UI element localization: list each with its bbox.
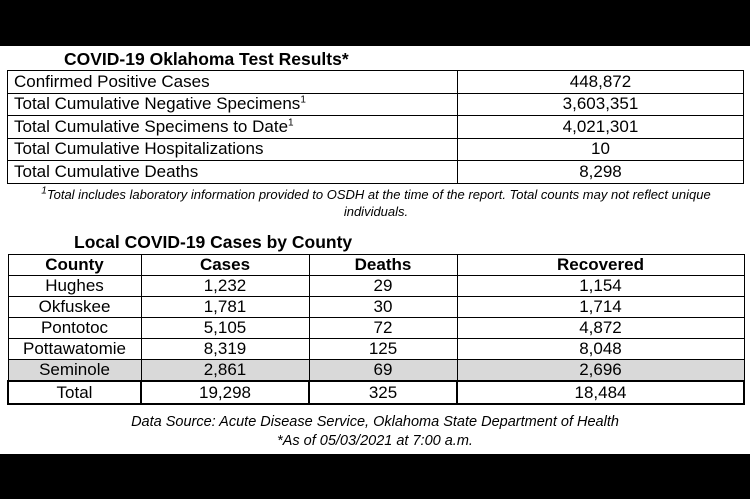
cases-cell: 2,861 xyxy=(141,360,309,382)
table-row xyxy=(8,339,744,360)
deaths-cell: 69 xyxy=(309,360,457,382)
county-cell: Pottawatomie xyxy=(8,339,141,360)
county-cell: Hughes xyxy=(8,276,141,297)
source-line: Data Source: Acute Disease Service, Oklahoma State Department of Health xyxy=(131,414,619,430)
row-label: Total Cumulative Deaths xyxy=(8,161,458,184)
table-row xyxy=(8,318,744,339)
table-row xyxy=(8,71,744,94)
footnote-marker: 1 xyxy=(288,117,294,129)
row-value: 4,021,301 xyxy=(458,116,744,139)
column-header: Deaths xyxy=(309,255,457,276)
cases-cell: 5,105 xyxy=(141,318,309,339)
deaths-cell: 29 xyxy=(309,276,457,297)
footnote-marker: 1 xyxy=(41,185,47,197)
row-label: Confirmed Positive Cases xyxy=(8,71,458,94)
county-cell: Seminole xyxy=(8,360,141,382)
row-label: Total Cumulative Negative Specimens$^1$ xyxy=(8,93,458,116)
table-row xyxy=(8,297,744,318)
row-value: 8,298 xyxy=(458,161,744,184)
as-of-line: *As of 05/03/2021 at 7:00 a.m. xyxy=(277,433,473,449)
recovered-cell: 4,872 xyxy=(457,318,744,339)
row-label: Total Cumulative Hospitalizations xyxy=(8,138,458,161)
data-source xyxy=(0,413,750,451)
header-row xyxy=(8,255,744,276)
table-row xyxy=(8,138,744,161)
cases-cell: 1,232 xyxy=(141,276,309,297)
total-label: Total xyxy=(8,381,141,404)
total-cases: 19,298 xyxy=(141,381,309,404)
footnote: $^1$Total includes laboratory information provided to OSDH at the time of the report. Total counts may not reflect unique individuals. xyxy=(41,185,711,219)
recovered-cell: 1,154 xyxy=(457,276,744,297)
column-header: Cases xyxy=(141,255,309,276)
table-row xyxy=(8,161,744,184)
row-value: 3,603,351 xyxy=(458,93,744,116)
cases-cell: 1,781 xyxy=(141,297,309,318)
deaths-cell: 30 xyxy=(309,297,457,318)
row-value: 10 xyxy=(458,138,744,161)
recovered-cell: 2,696 xyxy=(457,360,744,382)
column-header: Recovered xyxy=(457,255,744,276)
cases-cell: 8,319 xyxy=(141,339,309,360)
deaths-cell: 72 xyxy=(309,318,457,339)
table-row xyxy=(8,93,744,116)
deaths-cell: 125 xyxy=(309,339,457,360)
row-label: Total Cumulative Specimens to Date$^1$ xyxy=(8,116,458,139)
county-cell: Okfuskee xyxy=(8,297,141,318)
total-recovered: 18,484 xyxy=(457,381,744,404)
county-table xyxy=(7,254,745,405)
county-table-title: Local COVID-19 Cases by County xyxy=(74,232,353,252)
column-header: County xyxy=(8,255,141,276)
table-row xyxy=(8,116,744,139)
total-row xyxy=(8,381,744,404)
recovered-cell: 1,714 xyxy=(457,297,744,318)
table-row xyxy=(8,276,744,297)
report-page xyxy=(0,46,750,454)
footnote-marker: 1 xyxy=(300,94,306,106)
recovered-cell: 8,048 xyxy=(457,339,744,360)
test-results-table xyxy=(7,70,744,184)
test-results-title: COVID-19 Oklahoma Test Results* xyxy=(64,49,349,69)
county-cell: Pontotoc xyxy=(8,318,141,339)
row-value: 448,872 xyxy=(458,71,744,94)
table-row-highlighted xyxy=(8,360,744,382)
total-deaths: 325 xyxy=(309,381,457,404)
